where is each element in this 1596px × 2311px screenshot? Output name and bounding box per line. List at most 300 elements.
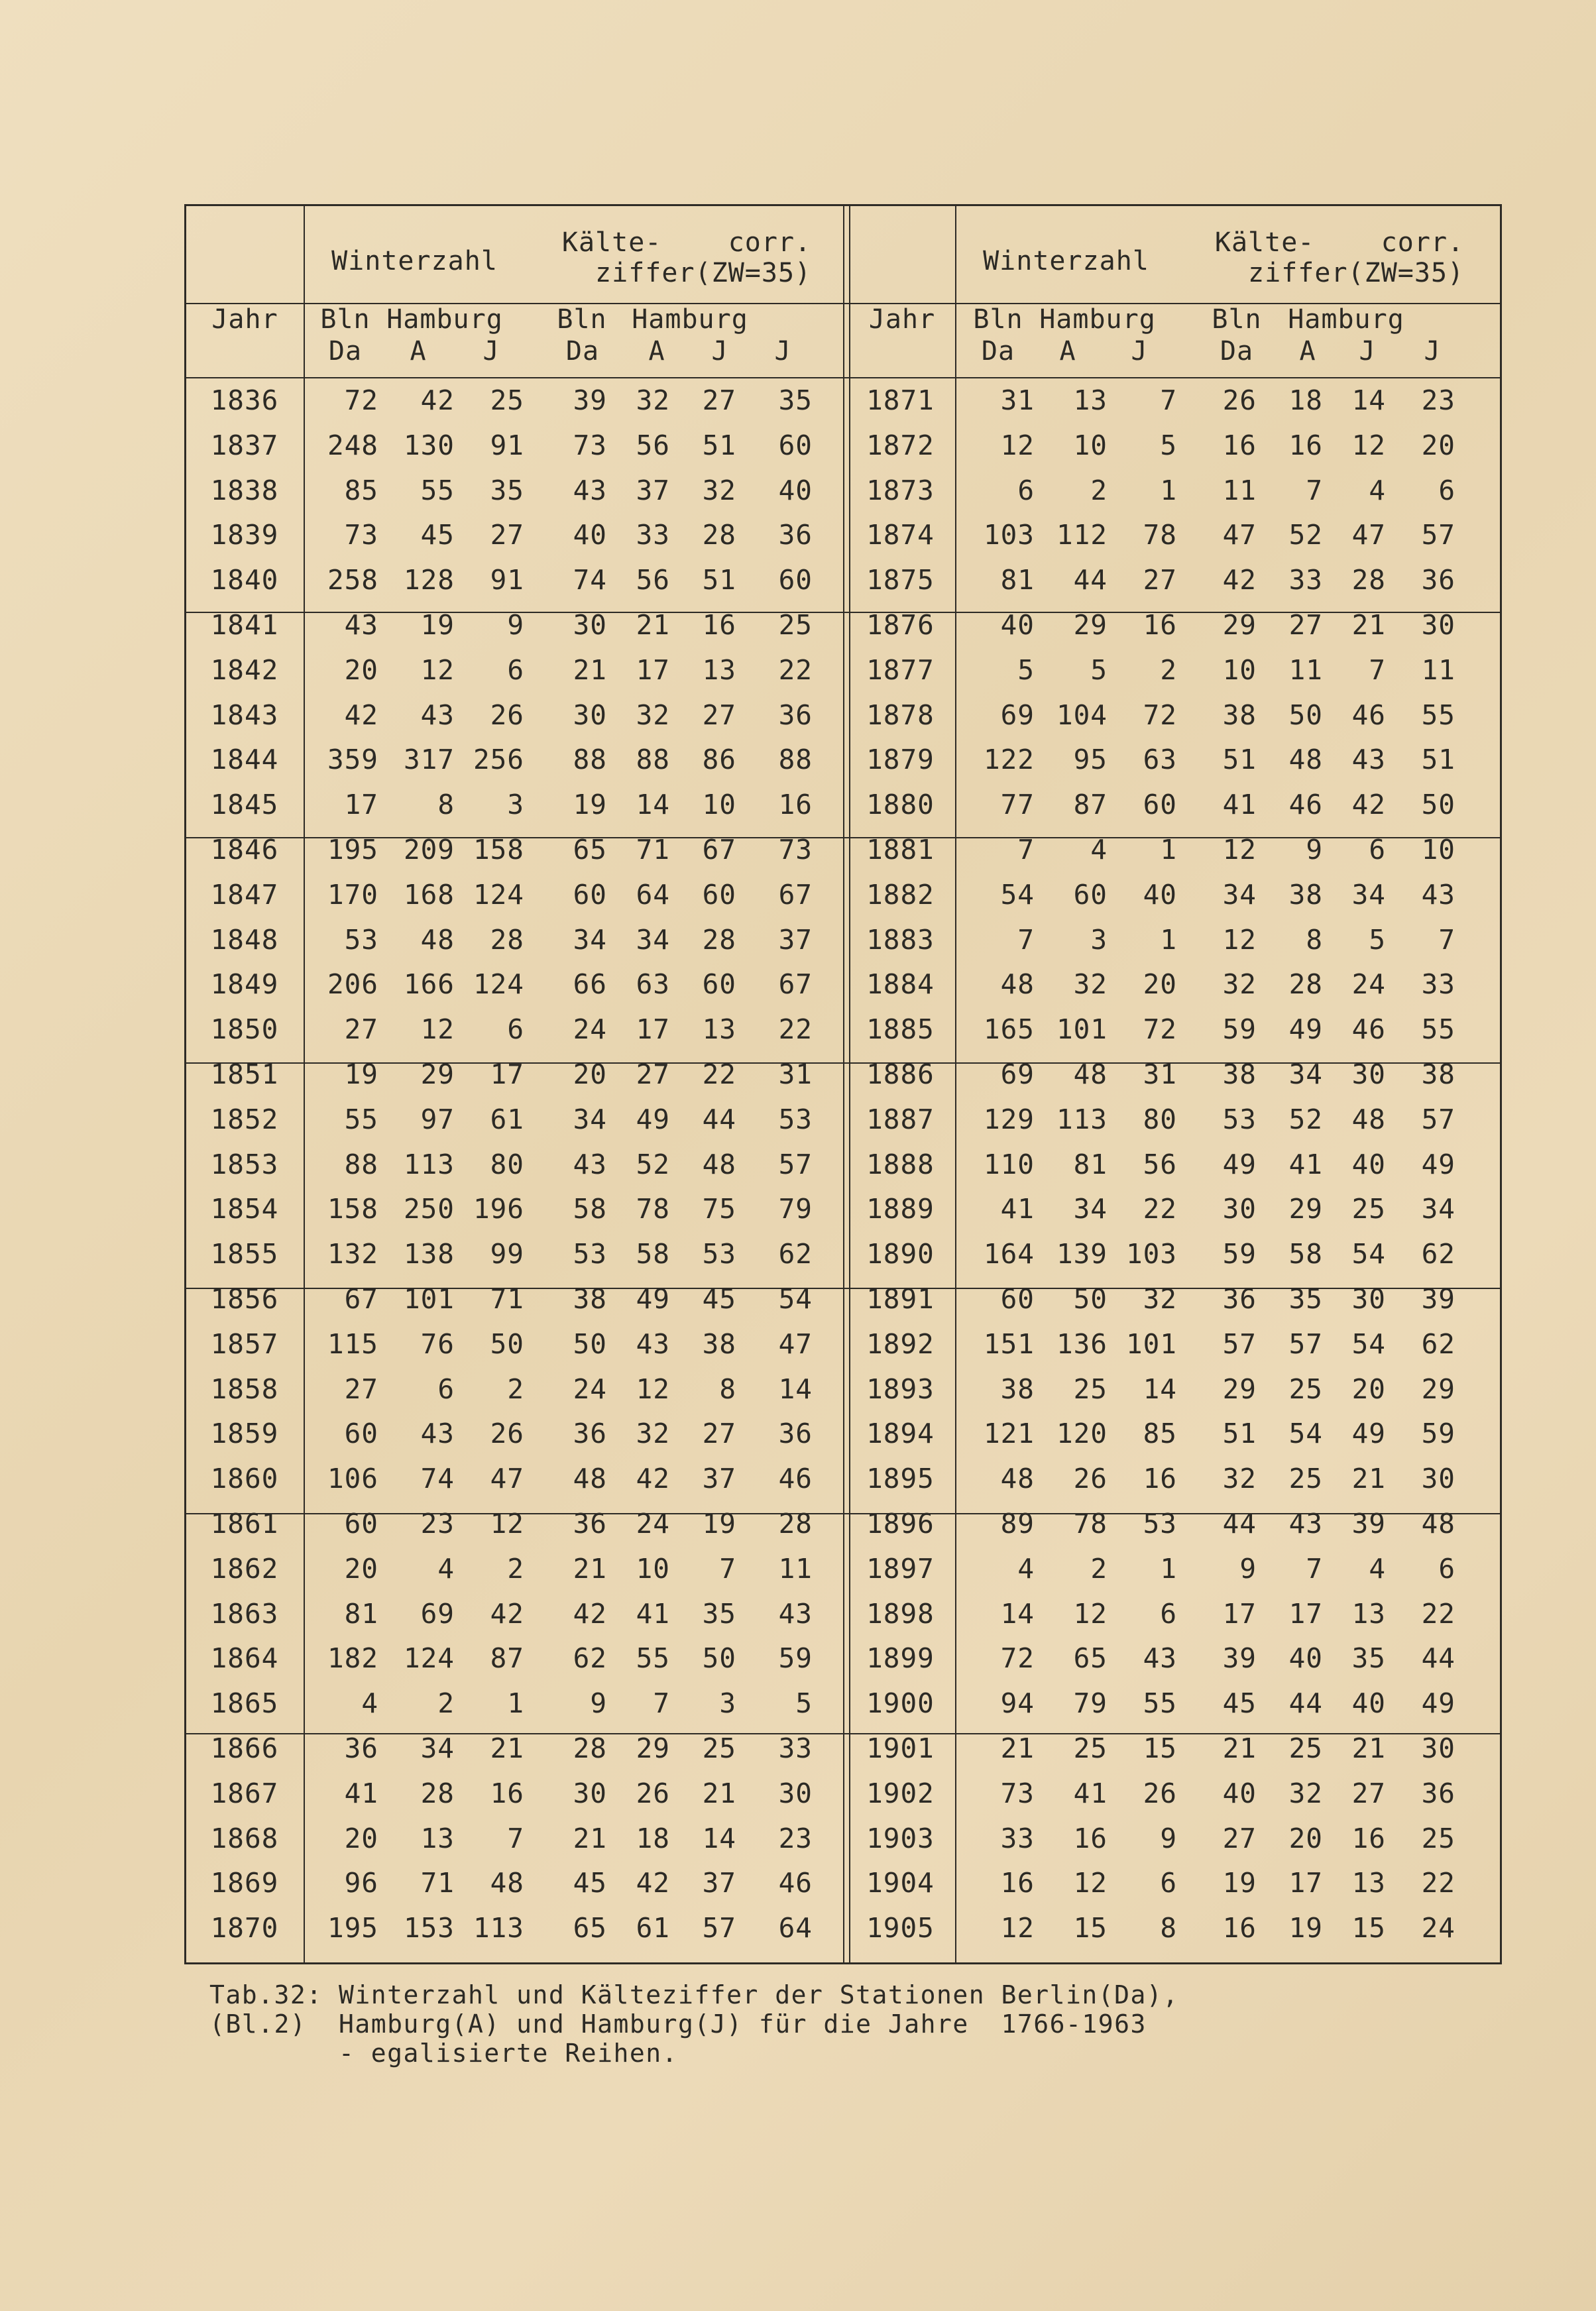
value-cell: 248 xyxy=(327,429,378,461)
value-cell: 101 xyxy=(1056,1013,1108,1046)
value-cell: 47 xyxy=(490,1463,524,1495)
value-cell: 91 xyxy=(490,429,524,461)
header-bln-kz-right: Bln xyxy=(1212,304,1262,335)
header-hamburg-left: Hamburg xyxy=(386,304,503,335)
value-cell: 53 xyxy=(702,1238,736,1270)
year-cell: 1838 xyxy=(210,474,279,506)
value-cell: 359 xyxy=(327,744,378,776)
value-cell: 77 xyxy=(1000,789,1035,821)
value-cell: 3 xyxy=(507,789,524,821)
value-cell: 22 xyxy=(1143,1193,1177,1225)
value-cell: 8 xyxy=(719,1373,736,1405)
value-cell: 71 xyxy=(490,1283,524,1315)
value-cell: 115 xyxy=(327,1327,378,1360)
value-cell: 24 xyxy=(1421,1912,1455,1945)
value-cell: 57 xyxy=(778,1148,813,1180)
value-cell: 35 xyxy=(1351,1642,1386,1675)
value-cell: 41 xyxy=(344,1777,378,1809)
value-cell: 28 xyxy=(490,923,524,956)
value-cell: 7 xyxy=(507,1822,524,1854)
value-cell: 32 xyxy=(1073,968,1108,1001)
value-cell: 32 xyxy=(636,384,670,416)
value-cell: 25 xyxy=(1288,1373,1323,1405)
value-cell: 27 xyxy=(1288,609,1323,641)
value-cell: 50 xyxy=(1073,1283,1108,1315)
value-cell: 62 xyxy=(1421,1238,1455,1270)
value-cell: 81 xyxy=(1073,1148,1108,1180)
value-cell: 19 xyxy=(1288,1912,1323,1945)
value-cell: 63 xyxy=(636,968,670,1001)
value-cell: 6 xyxy=(1160,1867,1177,1899)
value-cell: 55 xyxy=(1421,1013,1455,1046)
value-cell: 12 xyxy=(636,1373,670,1405)
value-cell: 12 xyxy=(1000,429,1035,461)
year-cell: 1849 xyxy=(210,968,279,1001)
value-cell: 28 xyxy=(778,1508,813,1540)
value-cell: 15 xyxy=(1143,1732,1177,1764)
value-cell: 42 xyxy=(420,384,455,416)
year-cell: 1866 xyxy=(210,1732,279,1764)
year-cell: 1888 xyxy=(866,1148,935,1180)
header-da-kz-left: Da xyxy=(565,336,600,366)
value-cell: 31 xyxy=(778,1058,813,1090)
value-cell: 21 xyxy=(1351,1463,1386,1495)
value-cell: 153 xyxy=(403,1912,455,1945)
value-cell: 20 xyxy=(1351,1373,1386,1405)
year-cell: 1892 xyxy=(866,1327,935,1360)
value-cell: 17 xyxy=(636,1013,670,1046)
value-cell: 22 xyxy=(702,1058,736,1090)
value-cell: 138 xyxy=(403,1238,455,1270)
value-cell: 21 xyxy=(702,1777,736,1809)
value-cell: 32 xyxy=(702,474,736,506)
value-cell: 71 xyxy=(420,1867,455,1899)
value-cell: 7 xyxy=(1306,474,1323,506)
value-cell: 74 xyxy=(573,564,607,596)
value-cell: 26 xyxy=(490,1418,524,1450)
value-cell: 136 xyxy=(1056,1327,1108,1360)
value-cell: 59 xyxy=(1421,1418,1455,1450)
value-cell: 27 xyxy=(344,1373,378,1405)
value-cell: 44 xyxy=(1073,564,1108,596)
value-cell: 87 xyxy=(490,1642,524,1675)
value-cell: 29 xyxy=(1288,1193,1323,1225)
value-cell: 43 xyxy=(573,474,607,506)
value-cell: 23 xyxy=(778,1822,813,1854)
value-cell: 88 xyxy=(344,1148,378,1180)
value-cell: 80 xyxy=(490,1148,524,1180)
value-cell: 67 xyxy=(344,1283,378,1315)
header-kaelteziffer-right: Kälte- corr. ziffer(ZW=35) xyxy=(1214,227,1465,288)
value-cell: 1 xyxy=(1160,1552,1177,1585)
value-cell: 34 xyxy=(1222,878,1257,911)
value-cell: 20 xyxy=(344,653,378,686)
value-cell: 42 xyxy=(1222,564,1257,596)
value-cell: 36 xyxy=(1222,1283,1257,1315)
value-cell: 50 xyxy=(1421,789,1455,821)
value-cell: 43 xyxy=(1421,878,1455,911)
value-cell: 16 xyxy=(778,789,813,821)
value-cell: 46 xyxy=(1288,789,1323,821)
value-cell: 72 xyxy=(1143,1013,1177,1046)
value-cell: 7 xyxy=(1438,923,1455,956)
year-cell: 1874 xyxy=(866,519,935,551)
value-cell: 75 xyxy=(702,1193,736,1225)
value-cell: 43 xyxy=(636,1327,670,1360)
value-cell: 24 xyxy=(636,1508,670,1540)
value-cell: 40 xyxy=(1143,878,1177,911)
value-cell: 27 xyxy=(1351,1777,1386,1809)
value-cell: 42 xyxy=(636,1867,670,1899)
value-cell: 9 xyxy=(590,1687,607,1720)
header-j-left: J xyxy=(483,336,500,366)
value-cell: 46 xyxy=(778,1463,813,1495)
header-winterzahl-left: Winterzahl xyxy=(331,246,498,276)
value-cell: 24 xyxy=(573,1373,607,1405)
value-cell: 21 xyxy=(1222,1732,1257,1764)
value-cell: 57 xyxy=(1421,1103,1455,1135)
value-cell: 85 xyxy=(344,474,378,506)
value-cell: 96 xyxy=(344,1867,378,1899)
value-cell: 6 xyxy=(1438,1552,1455,1585)
value-cell: 59 xyxy=(1222,1238,1257,1270)
value-cell: 2 xyxy=(437,1687,455,1720)
value-cell: 50 xyxy=(573,1327,607,1360)
value-cell: 26 xyxy=(1073,1463,1108,1495)
value-cell: 17 xyxy=(1288,1597,1323,1630)
year-cell: 1855 xyxy=(210,1238,279,1270)
value-cell: 60 xyxy=(1073,878,1108,911)
value-cell: 73 xyxy=(1000,1777,1035,1809)
value-cell: 4 xyxy=(1090,834,1108,866)
value-cell: 69 xyxy=(1000,1058,1035,1090)
value-cell: 55 xyxy=(1143,1687,1177,1720)
value-cell: 195 xyxy=(327,1912,378,1945)
year-cell: 1837 xyxy=(210,429,279,461)
value-cell: 19 xyxy=(702,1508,736,1540)
value-cell: 32 xyxy=(636,1418,670,1450)
year-cell: 1899 xyxy=(866,1642,935,1675)
value-cell: 19 xyxy=(344,1058,378,1090)
value-cell: 7 xyxy=(1306,1552,1323,1585)
value-cell: 39 xyxy=(1351,1508,1386,1540)
value-cell: 36 xyxy=(778,699,813,731)
value-cell: 81 xyxy=(1000,564,1035,596)
value-cell: 106 xyxy=(327,1463,378,1495)
value-cell: 69 xyxy=(420,1597,455,1630)
value-cell: 22 xyxy=(778,1013,813,1046)
value-cell: 36 xyxy=(778,1418,813,1450)
year-cell: 1863 xyxy=(210,1597,279,1630)
value-cell: 182 xyxy=(327,1642,378,1675)
year-cell: 1847 xyxy=(210,878,279,911)
value-cell: 99 xyxy=(490,1238,524,1270)
value-cell: 42 xyxy=(344,699,378,731)
value-cell: 14 xyxy=(778,1373,813,1405)
value-cell: 26 xyxy=(636,1777,670,1809)
value-cell: 34 xyxy=(573,923,607,956)
year-cell: 1868 xyxy=(210,1822,279,1854)
value-cell: 11 xyxy=(1222,474,1257,506)
value-cell: 4 xyxy=(1017,1552,1035,1585)
header-j-kz-right: J xyxy=(1359,336,1376,366)
value-cell: 10 xyxy=(702,789,736,821)
value-cell: 40 xyxy=(1000,609,1035,641)
value-cell: 49 xyxy=(1288,1013,1323,1046)
value-cell: 49 xyxy=(1421,1148,1455,1180)
value-cell: 55 xyxy=(636,1642,670,1675)
value-cell: 26 xyxy=(1143,1777,1177,1809)
value-cell: 16 xyxy=(1000,1867,1035,1899)
value-cell: 10 xyxy=(1421,834,1455,866)
value-cell: 26 xyxy=(1222,384,1257,416)
value-cell: 47 xyxy=(1222,519,1257,551)
value-cell: 19 xyxy=(573,789,607,821)
value-cell: 43 xyxy=(778,1597,813,1630)
value-cell: 4 xyxy=(1369,474,1386,506)
year-cell: 1887 xyxy=(866,1103,935,1135)
value-cell: 45 xyxy=(573,1867,607,1899)
value-cell: 34 xyxy=(636,923,670,956)
value-cell: 61 xyxy=(636,1912,670,1945)
value-cell: 38 xyxy=(573,1283,607,1315)
value-cell: 39 xyxy=(1421,1283,1455,1315)
value-cell: 256 xyxy=(473,744,524,776)
value-cell: 76 xyxy=(420,1327,455,1360)
value-cell: 7 xyxy=(653,1687,670,1720)
value-cell: 81 xyxy=(344,1597,378,1630)
value-cell: 28 xyxy=(1351,564,1386,596)
value-cell: 22 xyxy=(778,653,813,686)
value-cell: 61 xyxy=(490,1103,524,1135)
value-cell: 21 xyxy=(490,1732,524,1764)
value-cell: 1 xyxy=(507,1687,524,1720)
year-cell: 1882 xyxy=(866,878,935,911)
year-cell: 1843 xyxy=(210,699,279,731)
value-cell: 29 xyxy=(636,1732,670,1764)
value-cell: 55 xyxy=(420,474,455,506)
value-cell: 21 xyxy=(1000,1732,1035,1764)
value-cell: 120 xyxy=(1056,1418,1108,1450)
value-cell: 37 xyxy=(636,474,670,506)
value-cell: 2 xyxy=(1090,1552,1108,1585)
value-cell: 36 xyxy=(1421,564,1455,596)
value-cell: 16 xyxy=(1222,429,1257,461)
value-cell: 25 xyxy=(702,1732,736,1764)
year-cell: 1871 xyxy=(866,384,935,416)
header-j2-kz-right: J xyxy=(1424,336,1441,366)
value-cell: 35 xyxy=(702,1597,736,1630)
year-cell: 1898 xyxy=(866,1597,935,1630)
value-cell: 9 xyxy=(507,609,524,641)
value-cell: 31 xyxy=(1000,384,1035,416)
value-cell: 12 xyxy=(1073,1597,1108,1630)
value-cell: 60 xyxy=(702,968,736,1001)
year-cell: 1880 xyxy=(866,789,935,821)
value-cell: 56 xyxy=(636,429,670,461)
value-cell: 129 xyxy=(983,1103,1035,1135)
year-cell: 1846 xyxy=(210,834,279,866)
year-cell: 1894 xyxy=(866,1418,935,1450)
year-cell: 1893 xyxy=(866,1373,935,1405)
value-cell: 1 xyxy=(1160,834,1177,866)
value-cell: 29 xyxy=(420,1058,455,1090)
value-cell: 17 xyxy=(1288,1867,1323,1899)
value-cell: 35 xyxy=(1288,1283,1323,1315)
value-cell: 64 xyxy=(778,1912,813,1945)
value-cell: 62 xyxy=(1421,1327,1455,1360)
year-cell: 1858 xyxy=(210,1373,279,1405)
value-cell: 36 xyxy=(573,1508,607,1540)
value-cell: 34 xyxy=(1073,1193,1108,1225)
value-cell: 30 xyxy=(1351,1283,1386,1315)
value-cell: 54 xyxy=(1351,1238,1386,1270)
value-cell: 56 xyxy=(1143,1148,1177,1180)
value-cell: 57 xyxy=(1222,1327,1257,1360)
header-bln-left: Bln xyxy=(320,304,370,335)
value-cell: 36 xyxy=(573,1418,607,1450)
value-cell: 5 xyxy=(1017,653,1035,686)
value-cell: 158 xyxy=(473,834,524,866)
value-cell: 48 xyxy=(490,1867,524,1899)
value-cell: 165 xyxy=(983,1013,1035,1046)
value-cell: 32 xyxy=(1143,1283,1177,1315)
year-cell: 1857 xyxy=(210,1327,279,1360)
value-cell: 42 xyxy=(636,1463,670,1495)
year-cell: 1851 xyxy=(210,1058,279,1090)
year-cell: 1901 xyxy=(866,1732,935,1764)
value-cell: 40 xyxy=(1351,1687,1386,1720)
year-cell: 1883 xyxy=(866,923,935,956)
value-cell: 42 xyxy=(573,1597,607,1630)
year-cell: 1895 xyxy=(866,1463,935,1495)
value-cell: 72 xyxy=(344,384,378,416)
value-cell: 25 xyxy=(1288,1463,1323,1495)
value-cell: 49 xyxy=(1421,1687,1455,1720)
value-cell: 30 xyxy=(1421,1732,1455,1764)
year-cell: 1903 xyxy=(866,1822,935,1854)
year-cell: 1852 xyxy=(210,1103,279,1135)
value-cell: 16 xyxy=(1222,1912,1257,1945)
value-cell: 73 xyxy=(344,519,378,551)
value-cell: 46 xyxy=(1351,1013,1386,1046)
value-cell: 12 xyxy=(420,1013,455,1046)
value-cell: 32 xyxy=(1222,1463,1257,1495)
header-rule-bottom xyxy=(186,377,1500,378)
value-cell: 7 xyxy=(1369,653,1386,686)
value-cell: 44 xyxy=(1421,1642,1455,1675)
value-cell: 79 xyxy=(1073,1687,1108,1720)
value-cell: 21 xyxy=(1351,609,1386,641)
value-cell: 79 xyxy=(778,1193,813,1225)
value-cell: 78 xyxy=(1143,519,1177,551)
value-cell: 30 xyxy=(1222,1193,1257,1225)
value-cell: 60 xyxy=(573,878,607,911)
value-cell: 6 xyxy=(1160,1597,1177,1630)
value-cell: 33 xyxy=(778,1732,813,1764)
value-cell: 50 xyxy=(702,1642,736,1675)
value-cell: 38 xyxy=(1222,699,1257,731)
value-cell: 12 xyxy=(1000,1912,1035,1945)
year-cell: 1875 xyxy=(866,564,935,596)
value-cell: 6 xyxy=(1017,474,1035,506)
value-cell: 49 xyxy=(636,1103,670,1135)
year-cell: 1845 xyxy=(210,789,279,821)
value-cell: 13 xyxy=(1351,1867,1386,1899)
value-cell: 27 xyxy=(636,1058,670,1090)
value-cell: 21 xyxy=(1351,1732,1386,1764)
value-cell: 10 xyxy=(1222,653,1257,686)
value-cell: 12 xyxy=(1073,1867,1108,1899)
value-cell: 28 xyxy=(573,1732,607,1764)
value-cell: 43 xyxy=(1143,1642,1177,1675)
year-cell: 1859 xyxy=(210,1418,279,1450)
value-cell: 139 xyxy=(1056,1238,1108,1270)
year-cell: 1839 xyxy=(210,519,279,551)
value-cell: 88 xyxy=(573,744,607,776)
value-cell: 104 xyxy=(1056,699,1108,731)
value-cell: 13 xyxy=(1351,1597,1386,1630)
value-cell: 45 xyxy=(702,1283,736,1315)
value-cell: 14 xyxy=(1143,1373,1177,1405)
header-winterzahl-right: Winterzahl xyxy=(983,246,1149,276)
value-cell: 5 xyxy=(1090,653,1108,686)
value-cell: 73 xyxy=(778,834,813,866)
year-cell: 1896 xyxy=(866,1508,935,1540)
year-cell: 1905 xyxy=(866,1912,935,1945)
value-cell: 73 xyxy=(573,429,607,461)
value-cell: 37 xyxy=(702,1463,736,1495)
value-cell: 20 xyxy=(1288,1822,1323,1854)
value-cell: 1 xyxy=(1160,923,1177,956)
value-cell: 53 xyxy=(1222,1103,1257,1135)
value-cell: 88 xyxy=(778,744,813,776)
value-cell: 39 xyxy=(573,384,607,416)
year-cell: 1840 xyxy=(210,564,279,596)
value-cell: 25 xyxy=(778,609,813,641)
caption-line-1: Tab.32: Winterzahl und Kälteziffer der Stationen Berlin(Da), xyxy=(209,1980,1179,2009)
value-cell: 16 xyxy=(1351,1822,1386,1854)
value-cell: 25 xyxy=(1351,1193,1386,1225)
value-cell: 28 xyxy=(702,923,736,956)
value-cell: 17 xyxy=(636,653,670,686)
year-cell: 1870 xyxy=(210,1912,279,1945)
value-cell: 196 xyxy=(473,1193,524,1225)
value-cell: 27 xyxy=(1143,564,1177,596)
value-cell: 54 xyxy=(1288,1418,1323,1450)
value-cell: 64 xyxy=(636,878,670,911)
year-cell: 1885 xyxy=(866,1013,935,1046)
value-cell: 110 xyxy=(983,1148,1035,1180)
year-cell: 1900 xyxy=(866,1687,935,1720)
value-cell: 2 xyxy=(507,1373,524,1405)
value-cell: 6 xyxy=(507,653,524,686)
value-cell: 57 xyxy=(702,1912,736,1945)
value-cell: 67 xyxy=(778,878,813,911)
value-cell: 38 xyxy=(702,1327,736,1360)
value-cell: 124 xyxy=(403,1642,455,1675)
value-cell: 91 xyxy=(490,564,524,596)
value-cell: 8 xyxy=(437,789,455,821)
header-da-left: Da xyxy=(328,336,363,366)
value-cell: 11 xyxy=(1421,653,1455,686)
value-cell: 19 xyxy=(1222,1867,1257,1899)
value-cell: 22 xyxy=(1421,1597,1455,1630)
value-cell: 35 xyxy=(490,474,524,506)
value-cell: 43 xyxy=(420,699,455,731)
year-cell: 1867 xyxy=(210,1777,279,1809)
value-cell: 112 xyxy=(1056,519,1108,551)
